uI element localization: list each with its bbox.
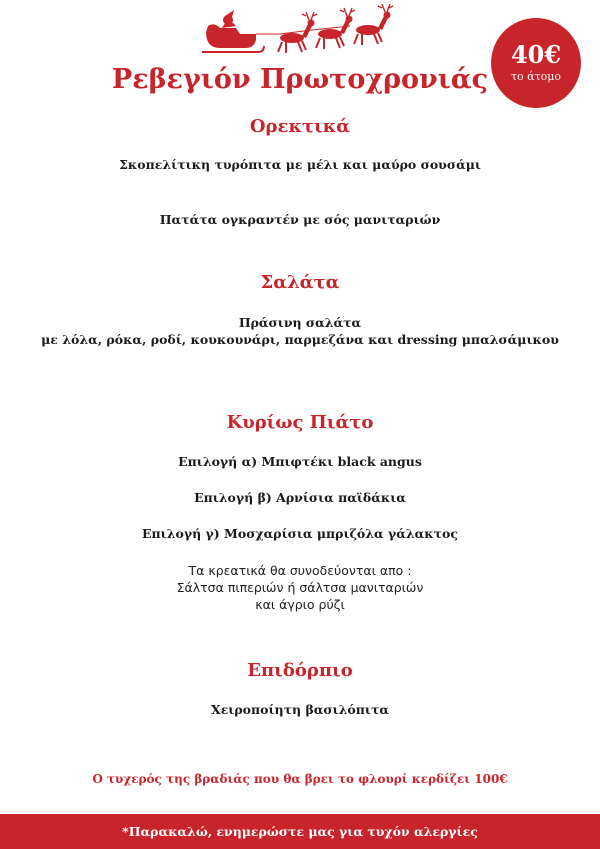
accompaniment-note: και άγριο ρύζι	[255, 597, 345, 612]
menu-item-description: με λόλα, ρόκα, ροδί, κουκουνάρι, παρμεζάνα και dressing μπαλσάμικου	[41, 332, 559, 347]
menu-item: Επιλογή β) Αρνίσια παϊδάκια	[194, 490, 406, 505]
section-title-main: Κυρίως Πιάτο	[226, 412, 374, 433]
page-title: Ρεβεγιόν Πρωτοχρονιάς	[111, 64, 489, 95]
menu-item: Σκοπελίτικη τυρόπιτα με μέλι και μαύρο σουσάμι	[119, 157, 481, 172]
prize-announcement: Ο τυχερός της βραδιάς που θα βρει το φλουρί κερδίζει 100€	[92, 772, 508, 786]
section-title-dessert: Επιδόρπιο	[247, 660, 353, 681]
section-title-salad: Σαλάτα	[260, 272, 340, 293]
menu-item: Επιλογή γ) Μοσχαρίσια μπριζόλα γάλακτος	[142, 526, 458, 541]
allergy-note: *Παρακαλώ, ενημερώστε μας για τυχόν αλεργίες	[122, 824, 478, 839]
accompaniment-note: Σάλτσα πιπεριών ή σάλτσα μανιταριών	[176, 580, 424, 595]
menu-item: Πράσινη σαλάτα	[238, 315, 362, 330]
menu-item: Χειροποίητη βασιλόπιτα	[211, 702, 389, 717]
santa-sleigh-reindeer-icon	[200, 4, 400, 56]
price-amount: 40€	[510, 40, 562, 69]
price-unit: το άτομο	[510, 70, 562, 83]
accompaniment-note: Τα κρεατικά θα συνοδεύονται απο :	[188, 563, 412, 578]
menu-item: Πατάτα ογκραντέν με σός μανιταριών	[159, 212, 441, 227]
allergy-footer	[0, 814, 600, 849]
menu-item: Επιλογή α) Μπιφτέκι black angus	[178, 454, 422, 469]
section-title-appetizers: Ορεκτικά	[249, 116, 351, 137]
